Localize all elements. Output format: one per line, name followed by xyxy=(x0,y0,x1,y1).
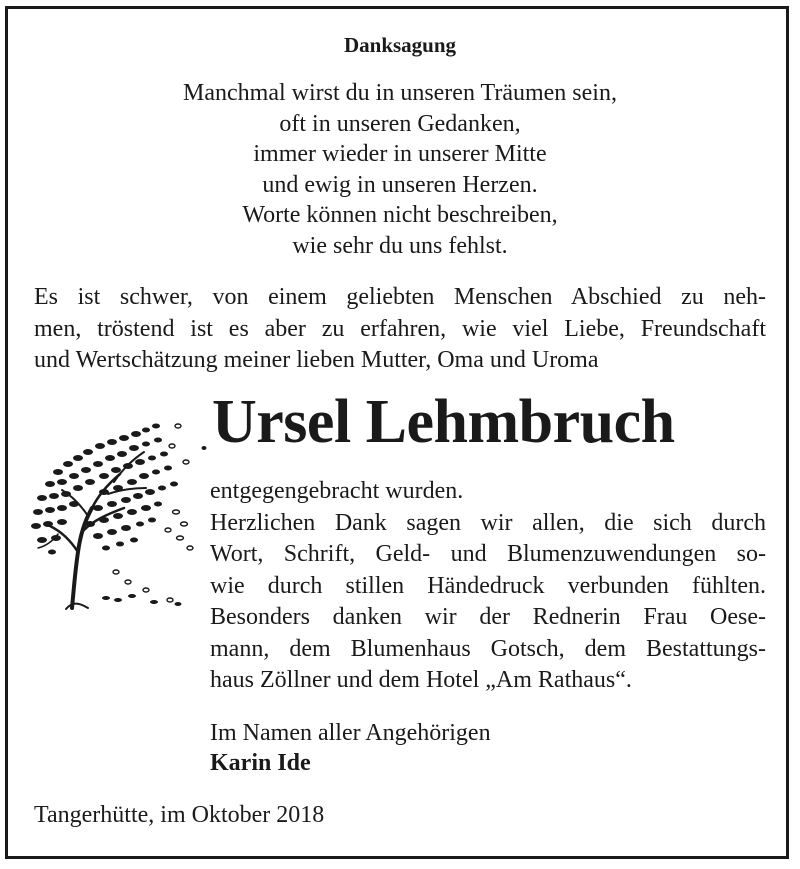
deceased-name: Ursel Lehmbruch xyxy=(212,388,675,456)
intro-line: Es ist schwer, von einem geliebten Menschen Abschied zu neh- xyxy=(34,284,766,310)
windblown-tree-icon xyxy=(28,412,208,612)
body-line: Besonders danken wir der Rednerin Frau Oese- xyxy=(210,604,766,630)
body-line: Herzlichen Dank sagen wir allen, die sich durch xyxy=(210,509,766,536)
poem-line: und ewig in unseren Herzen. xyxy=(262,171,538,198)
body-line: mann, dem Blumenhaus Gotsch, dem Bestattungs- xyxy=(210,635,766,662)
intro-paragraph xyxy=(34,282,766,377)
body-line: Wort, Schrift, Geld- und Blumenzuwendungen so- xyxy=(210,541,766,567)
intro-line: und Wertschätzung meiner lieben Mutter, Oma und Uroma xyxy=(34,347,599,373)
notice-heading: Danksagung xyxy=(343,33,457,57)
poem-line: oft in unseren Gedanken, xyxy=(279,110,521,137)
poem-line: Worte können nicht beschreiben, xyxy=(242,202,558,228)
body-line: wie durch stillen Händedruck verbunden fühlten. xyxy=(210,572,766,599)
thanks-paragraph xyxy=(210,476,766,697)
poem-line: wie sehr du uns fehlst. xyxy=(292,232,508,259)
signature-prefix: Im Namen aller Angehörigen xyxy=(210,720,491,746)
intro-line: men, tröstend ist es aber zu erfahren, wie viel Liebe, Freundschaft xyxy=(34,315,766,342)
poem-line: Manchmal wirst du in unseren Träumen sein, xyxy=(183,80,617,106)
signature-name: Karin Ide xyxy=(210,750,311,776)
body-line: entgegengebracht wurden. xyxy=(210,478,464,504)
place-date: Tangerhütte, im Oktober 2018 xyxy=(34,802,325,828)
poem-block xyxy=(0,78,800,261)
body-line: haus Zöllner und dem Hotel „Am Rathaus“. xyxy=(210,667,632,693)
poem-line: immer wieder in unserer Mitte xyxy=(253,141,547,167)
